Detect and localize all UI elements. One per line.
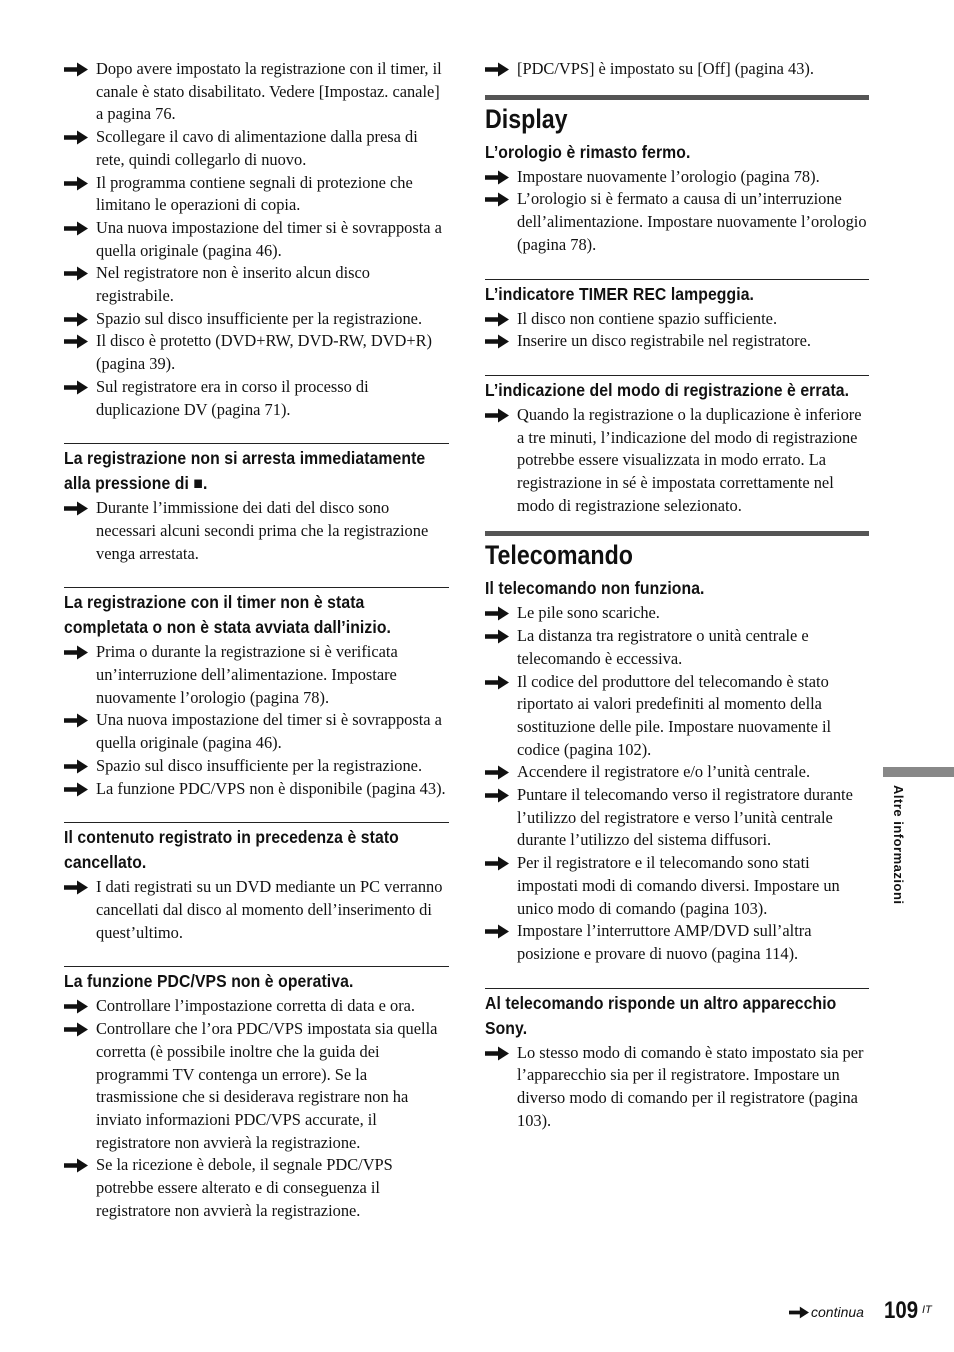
page-language: IT (922, 1304, 932, 1316)
list-item: Il codice del produttore del telecomando è stato riportato ai valori predefiniti al momento della sostituzione delle pile. Impostare nuovamente il codice (pagina 102). (485, 671, 869, 762)
arrow-right-icon (485, 1046, 509, 1061)
list-item: Per il registratore e il telecomando sono stati impostati modi di comando diversi. Impostare un unico modo di comando (pagina 103). (485, 852, 869, 920)
arrow-right-icon (64, 130, 88, 145)
section-remote-not-working (485, 576, 869, 965)
section-heading: L’orologio è rimasto fermo. (485, 141, 691, 162)
continue-label: continua (811, 1304, 864, 1320)
side-tab-bar (883, 767, 954, 777)
list-item: Il disco non contiene spazio sufficiente. (485, 308, 869, 331)
list-item: Lo stesso modo di comando è stato impostato sia per l’apparecchio sia per il registratore. Impostare un diverso modo di comando per il registratore (pagina 103). (485, 1042, 869, 1133)
list-item: Impostare nuovamente l’orologio (pagina 78). (485, 166, 869, 189)
arrow-right-icon (64, 312, 88, 327)
arrow-right-icon (64, 713, 88, 728)
list-item: Controllare che l’ora PDC/VPS impostata sia quella corretta (è possibile inoltre che la guida dei programmi TV contenga un errore). Se la trasmissione che si desiderava registrare non ha inviato informazioni PDC/VPS accurate, il registratore non avvierà la registrazione. (64, 1018, 449, 1154)
section-recording-mode-wrong (485, 375, 869, 518)
side-tab-label: Altre informazioni (891, 785, 906, 905)
arrow-right-icon (485, 675, 509, 690)
section-timer-rec-blinking (485, 279, 869, 353)
section-heading: La registrazione non si arresta immediatamente alla pressione di ■. (64, 448, 426, 494)
arrow-right-icon (64, 880, 88, 895)
list-item: Accendere il registratore e/o l’unità centrale. (485, 761, 869, 784)
section-stop-recording (64, 443, 449, 565)
list-item: Spazio sul disco insufficiente per la registrazione. (64, 308, 449, 331)
arrow-right-icon (64, 221, 88, 236)
list-item: La funzione PDC/VPS non è disponibile (pagina 43). (64, 778, 449, 801)
arrow-right-icon (64, 380, 88, 395)
section-heading: Il telecomando non funziona. (485, 578, 705, 599)
display-section (485, 95, 869, 518)
list-item: Controllare l’impostazione corretta di data e ora. (64, 995, 449, 1018)
right-column (485, 58, 869, 1133)
arrow-right-icon (485, 192, 509, 207)
section-pdc-vps (64, 966, 449, 1222)
arrow-right-icon (485, 788, 509, 803)
list-item: Una nuova impostazione del timer si è sovrapposta a quella originale (pagina 46). (64, 709, 449, 754)
list-item: Sul registratore era in corso il processo di duplicazione DV (pagina 71). (64, 376, 449, 421)
arrow-right-icon (789, 1306, 809, 1319)
list-item: Scollegare il cavo di alimentazione dalla presa di rete, quindi collegarlo di nuovo. (64, 126, 449, 171)
arrow-right-icon (64, 759, 88, 774)
list-item: Il disco è protetto (DVD+RW, DVD-RW, DVD+R) (pagina 39). (64, 330, 449, 375)
arrow-right-icon (485, 924, 509, 939)
section-timer-recording (64, 587, 449, 800)
continue-indicator (789, 1300, 864, 1324)
arrow-right-icon (64, 999, 88, 1014)
list-item: [PDC/VPS] è impostato su [Off] (pagina 43). (485, 58, 869, 81)
section-content-deleted (64, 822, 449, 944)
list-item: La distanza tra registratore o unità centrale e telecomando è eccessiva. (485, 625, 869, 670)
left-column (64, 58, 449, 1222)
list-item: Le pile sono scariche. (485, 602, 869, 625)
list-item: Prima o durante la registrazione si è verificata un’interruzione dell’alimentazione. Impostare nuovamente l’orologio (pagina 78). (64, 641, 449, 709)
section-heading: La registrazione con il timer non è stata completata o non è stata avviata dall’inizio. (64, 592, 392, 638)
section-title-display: Display (485, 103, 568, 134)
arrow-right-icon (485, 765, 509, 780)
section-heading: L’indicatore TIMER REC lampeggia. (485, 283, 755, 304)
list-item: Dopo avere impostato la registrazione con il timer, il canale è stato disabilitato. Vedere [Impostaz. canale] a pagina 76. (64, 58, 449, 126)
section-other-sony-responds (485, 988, 869, 1133)
list-item: Impostare l’interruttore AMP/DVD sull’altra posizione e provare di nuovo (pagina 114). (485, 920, 869, 965)
list-item: Spazio sul disco insufficiente per la registrazione. (64, 755, 449, 778)
section-heading: L’indicazione del modo di registrazione è errata. (485, 379, 850, 400)
arrow-right-icon (485, 62, 509, 77)
list-item: Inserire un disco registrabile nel registratore. (485, 330, 869, 353)
arrow-right-icon (485, 856, 509, 871)
list-item: Puntare il telecomando verso il registratore durante l’utilizzo del registratore e verso l’unità centrale durante l’utilizzo del sistema diffusori. (485, 784, 869, 852)
list-item: Nel registratore non è inserito alcun disco registrabile. (64, 262, 449, 307)
arrow-right-icon (485, 170, 509, 185)
arrow-right-icon (64, 334, 88, 349)
arrow-right-icon (64, 501, 88, 516)
arrow-right-icon (64, 266, 88, 281)
arrow-right-icon (485, 629, 509, 644)
section-clock-stopped (485, 140, 869, 257)
arrow-right-icon (64, 1022, 88, 1037)
section-heading: Il contenuto registrato in precedenza è stato cancellato. (64, 827, 399, 873)
arrow-right-icon (64, 1158, 88, 1173)
list-item: Una nuova impostazione del timer si è sovrapposta a quella originale (pagina 46). (64, 217, 449, 262)
arrow-right-icon (64, 62, 88, 77)
list-item: I dati registrati su un DVD mediante un PC verranno cancellati dal disco al momento dell’inserimento di quest’ultimo. (64, 876, 449, 944)
arrow-right-icon (485, 606, 509, 621)
list-item: Se la ricezione è debole, il segnale PDC/VPS potrebbe essere alterato e di conseguenza il registratore non avvierà la registrazione. (64, 1154, 449, 1222)
arrow-right-icon (485, 334, 509, 349)
section-heading: Al telecomando risponde un altro apparecchio Sony. (485, 992, 837, 1038)
arrow-right-icon (64, 645, 88, 660)
list-item: Il programma contiene segnali di protezione che limitano le operazioni di copia. (64, 172, 449, 217)
telecomando-section (485, 531, 869, 1132)
arrow-right-icon (485, 312, 509, 327)
left-intro-list (64, 58, 449, 421)
arrow-right-icon (485, 408, 509, 423)
list-item: Quando la registrazione o la duplicazione è inferiore a tre minuti, l’indicazione del modo di registrazione potrebbe essere visualizzata in modo errato. La registrazione in sé è impostata correttamente nel modo di registrazione selezionato. (485, 404, 869, 518)
arrow-right-icon (64, 176, 88, 191)
section-title-telecomando: Telecomando (485, 540, 633, 571)
right-intro-list (485, 58, 869, 81)
list-item: L’orologio si è fermato a causa di un’interruzione dell’alimentazione. Impostare nuovamente l’orologio (pagina 78). (485, 188, 869, 256)
arrow-right-icon (64, 782, 88, 797)
list-item: Durante l’immissione dei dati del disco sono necessari alcuni secondi prima che la registrazione venga arrestata. (64, 497, 449, 565)
section-heading: La funzione PDC/VPS non è operativa. (64, 971, 354, 992)
page-number: 109 (884, 1297, 919, 1324)
